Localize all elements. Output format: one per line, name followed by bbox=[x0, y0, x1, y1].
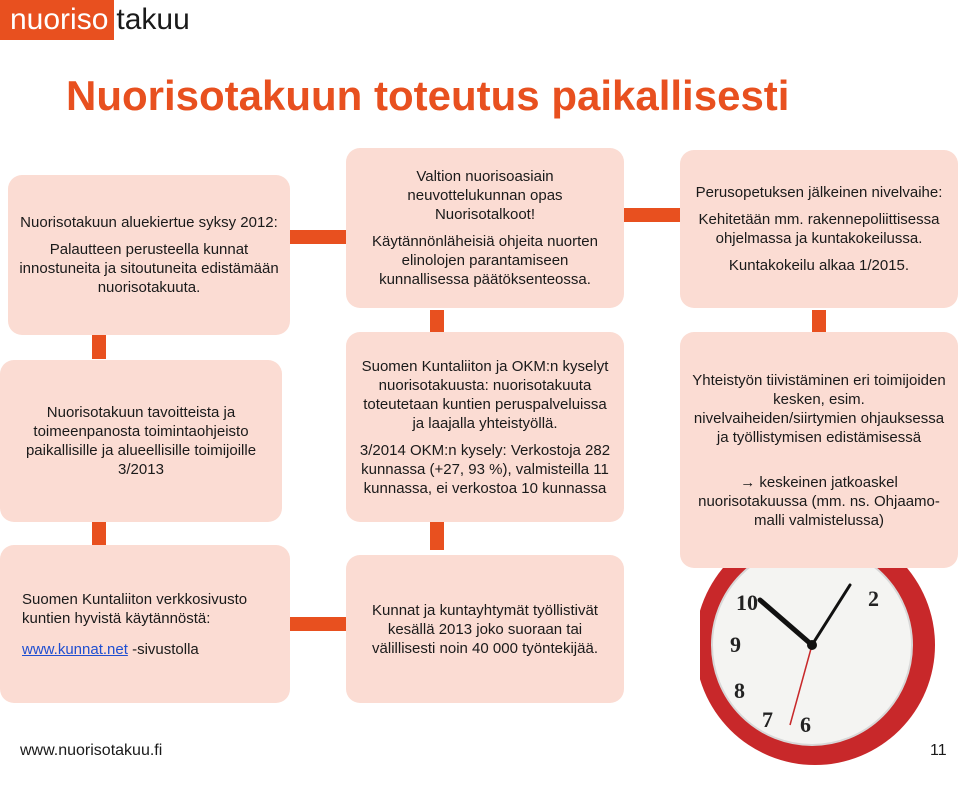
clock-numeral-2: 2 bbox=[868, 586, 879, 611]
box-kunnat-tyollistivat bbox=[346, 555, 624, 703]
clock-numeral-10: 10 bbox=[736, 590, 758, 615]
box-kuntaliitto-verkkosivusto bbox=[0, 545, 290, 703]
clock-illustration bbox=[700, 540, 940, 770]
box-kyselyt-line1: Suomen Kuntaliiton ja OKM:n kyselyt nuorisotakuusta: nuorisotakuuta toteutetaan kuntien peruspalveluissa ja laajalla yhteistyöllä. bbox=[361, 357, 609, 432]
box-kuntaliitto-line1: Suomen Kuntaliiton verkkosivusto kuntien hyvistä käytännöstä: bbox=[22, 590, 248, 627]
logo-part-2: takuu bbox=[114, 0, 195, 40]
logo bbox=[0, 0, 196, 40]
box-yhteistyo-line1: Yhteistyön tiivistäminen eri toimijoiden kesken, esim. nivelvaiheiden/siirtymien ohjauksessa ja työllistymisen edistämisessä bbox=[692, 371, 946, 446]
box-yhteistyo-line2: → keskeinen jatkoaskel nuorisotakuussa (mm. ns. Ohjaamo-malli valmistelussa) bbox=[698, 473, 940, 529]
logo-part-1: nuoriso bbox=[0, 0, 114, 40]
connector-b2-b5 bbox=[430, 310, 444, 332]
box-nuorisotalkoot-line2: Käytännönläheisiä ohjeita nuorten elinolojen parantamiseen kunnallisessa päätöksenteossa. bbox=[371, 233, 598, 288]
clock-numeral-7: 7 bbox=[762, 707, 773, 732]
box-aluekiertue-line1: Nuorisotakuun aluekiertue syksy 2012: bbox=[20, 214, 278, 231]
box-nuorisotalkoot-line1: Valtion nuorisoasiain neuvottelukunnan opas Nuorisotalkoot! bbox=[407, 168, 563, 223]
connector-b5-b8 bbox=[430, 522, 444, 550]
box-nivelvaihe-line3: Kuntakokeilu alkaa 1/2015. bbox=[728, 257, 910, 274]
box-nuorisotalkoot bbox=[346, 148, 624, 308]
kunnat-net-link[interactable]: www.kunnat.net bbox=[22, 640, 128, 658]
box-yhteistyo bbox=[680, 332, 958, 568]
clock-center bbox=[807, 640, 817, 650]
connector-b3-b6 bbox=[812, 310, 826, 332]
box-kuntaliitto-suffix: -sivustolla bbox=[127, 640, 199, 658]
page-number: 11 bbox=[930, 742, 947, 759]
box-nivelvaihe bbox=[680, 150, 958, 308]
box-nivelvaihe-line2: Kehitetään mm. rakennepoliittisessa ohjelmassa ja kuntakokeilussa. bbox=[698, 211, 940, 247]
footer-url: www.nuorisotakuu.fi bbox=[20, 742, 163, 759]
clock-numeral-9: 9 bbox=[730, 632, 741, 657]
box-kuntaliitto-line2 bbox=[22, 640, 199, 659]
page-title: Nuorisotakuun toteutus paikallisesti bbox=[66, 72, 790, 119]
box-toimintaohjeisto bbox=[0, 360, 282, 522]
connector-b2-b3 bbox=[624, 208, 680, 222]
box-aluekiertue bbox=[8, 175, 290, 335]
box-kunnat-tyollistivat-text: Kunnat ja kuntayhtymät työllistivät kesällä 2013 joko suoraan tai välillisesti noin 40 000 työntekijää. bbox=[372, 601, 598, 657]
box-aluekiertue-line2: Palautteen perusteella kunnat innostuneita ja sitoutuneita edistämään nuorisotakuuta. bbox=[19, 241, 279, 296]
box-kyselyt bbox=[346, 332, 624, 522]
connector-b4-b7 bbox=[92, 522, 106, 546]
box-toimintaohjeisto-text: Nuorisotakuun tavoitteista ja toimeenpanosta toimintaohjeisto paikallisille ja alueellisille toimijoille 3/2013 bbox=[25, 404, 257, 478]
clock-numeral-8: 8 bbox=[734, 678, 745, 703]
connector-b1-b4 bbox=[92, 335, 106, 359]
connector-b1-b2 bbox=[290, 230, 346, 244]
clock-numeral-6: 6 bbox=[800, 712, 811, 737]
box-kyselyt-line2: 3/2014 OKM:n kysely: Verkostoja 282 kunnassa (+27, 93 %), valmisteilla 11 kunnassa, ei verkostoa 10 kunnassa bbox=[359, 441, 611, 497]
box-nivelvaihe-line1: Perusopetuksen jälkeinen nivelvaihe: bbox=[695, 184, 943, 201]
connector-b7-b8 bbox=[290, 617, 346, 631]
